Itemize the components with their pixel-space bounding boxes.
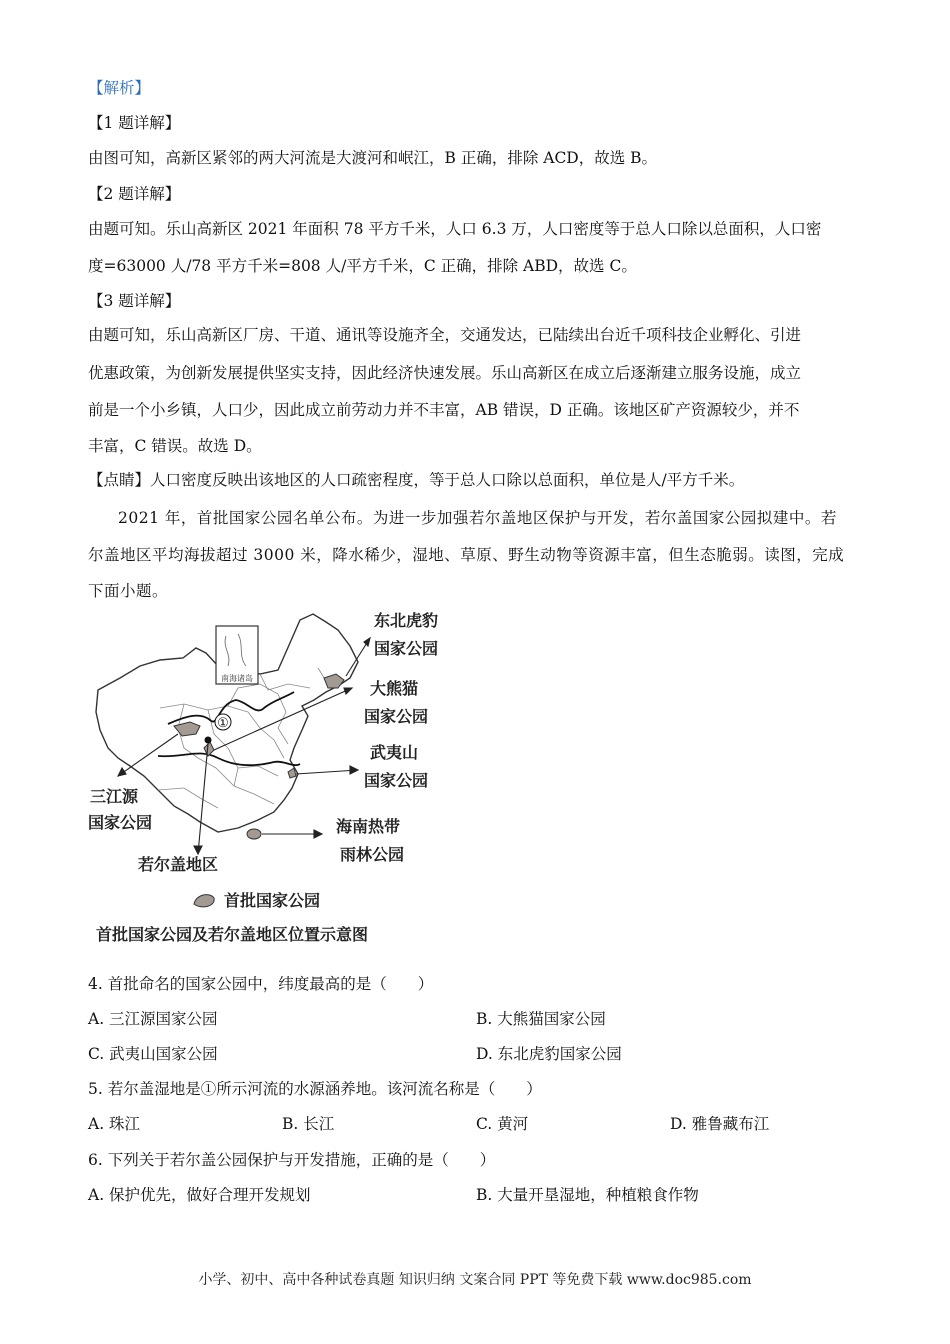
intro-line-2: 尔盖地区平均海拔超过 3000 米，降水稀少，湿地、草原、野生动物等资源丰富，但生态脆弱。读图，完成: [88, 546, 845, 564]
china-national-parks-map: [88, 608, 468, 953]
question-5-stem: 5. 若尔盖湿地是①所示河流的水源涵养地。该河流名称是（ ）: [88, 1080, 542, 1098]
intro-line-3: 下面小题。: [88, 582, 169, 600]
question-4-option-c: C. 武夷山国家公园: [88, 1045, 218, 1063]
q3-tag: 【3 题详解】: [88, 292, 181, 310]
q3-line-1: 由题可知，乐山高新区厂房、干道、通讯等设施齐全，交通发达，已陆续出台近千项科技企业孵化、引进: [88, 326, 802, 344]
label-hainan-2: 雨林公园: [340, 845, 405, 864]
legend-swatch: [194, 895, 214, 907]
q1-line-1: 由图可知，高新区紧邻的两大河流是大渡河和岷江，B 正确，排除 ACD，故选 B。: [88, 149, 658, 167]
question-6-stem: 6. 下列关于若尔盖公园保护与开发措施，正确的是（ ）: [88, 1151, 496, 1169]
label-sanjiangyuan-1: 三江源: [90, 787, 139, 806]
park-hainan: [247, 829, 261, 839]
q2-line-2: 度=63000 人/78 平方千米=808 人/平方千米，C 正确，排除 ABD，故选 C。: [88, 257, 637, 275]
q3-line-2: 优惠政策，为创新发展提供坚实支持，因此经济快速发展。乐山高新区在成立后逐渐建立服务设施，成立: [88, 364, 802, 382]
label-dongbei-2: 国家公园: [374, 639, 439, 658]
ruoergai-point: [205, 737, 212, 744]
question-5-option-b: B. 长江: [282, 1115, 335, 1133]
question-6-option-b: B. 大量开垦湿地，种植粮食作物: [476, 1186, 699, 1204]
tip-tag: 【点睛】: [88, 471, 151, 489]
question-4-stem: 4. 首批命名的国家公园中，纬度最高的是（ ）: [88, 975, 434, 993]
map-caption: 首批国家公园及若尔盖地区位置示意图: [96, 925, 369, 944]
label-daxiongmao-1: 大熊猫: [370, 679, 419, 698]
label-dongbei-1: 东北虎豹: [374, 611, 439, 630]
marker-label: ①: [217, 716, 229, 731]
q3-line-3: 前是一个小乡镇，人口少，因此成立前劳动力并不丰富，AB 错误，D 正确。该地区矿产资源较少，并不: [88, 401, 800, 419]
q2-tag: 【2 题详解】: [88, 185, 181, 203]
label-ruoergai: 若尔盖地区: [138, 855, 219, 874]
inset-label: 南海诸岛: [221, 674, 253, 683]
page-footer: 小学、初中、高中各种试卷真题 知识归纳 文案合同 PPT 等免费下载 www.doc985.com: [198, 1272, 752, 1288]
label-wuyishan-1: 武夷山: [370, 743, 419, 762]
question-5-option-d: D. 雅鲁藏布江: [670, 1115, 770, 1133]
legend-label: 首批国家公园: [224, 891, 321, 910]
label-wuyishan-2: 国家公园: [364, 771, 429, 790]
tip-text: 人口密度反映出该地区的人口疏密程度，等于总人口除以总面积，单位是人/平方千米。: [150, 471, 745, 489]
question-4-option-b: B. 大熊猫国家公园: [476, 1010, 606, 1028]
tip-line: [88, 470, 744, 490]
analysis-tag: 【解析】: [88, 79, 151, 97]
question-5-option-a: A. 珠江: [88, 1115, 141, 1133]
label-daxiongmao-2: 国家公园: [364, 707, 429, 726]
question-4-option-d: D. 东北虎豹国家公园: [476, 1045, 622, 1063]
intro-line-1: 2021 年，首批国家公园名单公布。为进一步加强若尔盖地区保护与开发，若尔盖国家公园拟建中。若: [118, 509, 837, 527]
q3-line-4: 丰富，C 错误。故选 D。: [88, 437, 262, 455]
label-hainan-1: 海南热带: [336, 817, 401, 836]
q1-tag: 【1 题详解】: [88, 114, 181, 132]
label-sanjiangyuan-2: 国家公园: [88, 813, 153, 832]
question-6-option-a: A. 保护优先，做好合理开发规划: [88, 1186, 311, 1204]
question-4-option-a: A. 三江源国家公园: [88, 1010, 218, 1028]
q2-line-1: 由题可知。乐山高新区 2021 年面积 78 平方千米，人口 6.3 万，人口密度等于总人口除以总面积，人口密: [88, 220, 822, 238]
question-5-option-c: C. 黄河: [476, 1115, 529, 1133]
